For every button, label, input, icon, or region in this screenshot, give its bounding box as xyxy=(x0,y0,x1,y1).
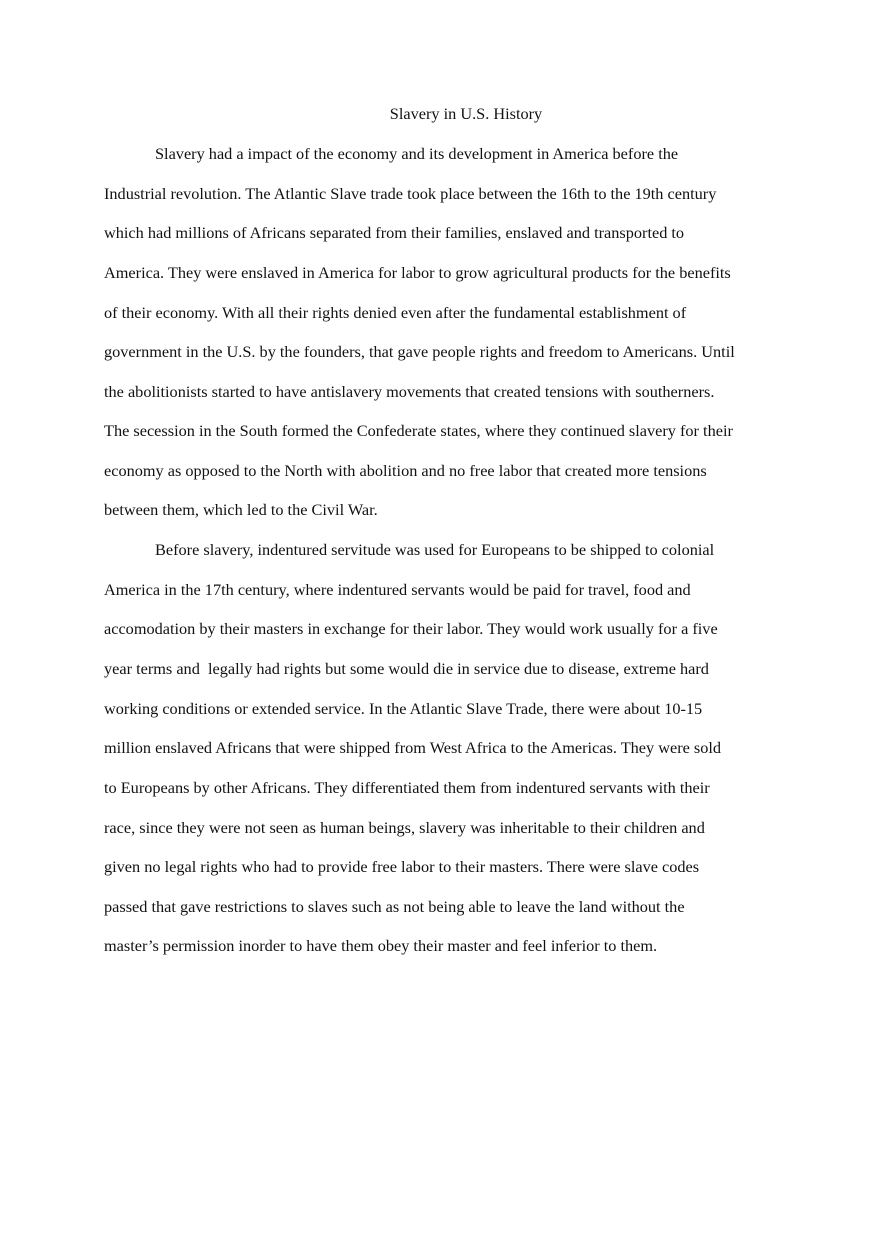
paragraph-2-line-4: year terms and legally had rights but some would die in service due to disease, extreme hard xyxy=(104,659,709,678)
paragraph-1-line-3: which had millions of Africans separated from their families, enslaved and transported to xyxy=(104,223,685,242)
paragraph-1-line-9: economy as opposed to the North with abolition and no free labor that created more tensions xyxy=(104,461,707,480)
paragraph-2-line-10: passed that gave restrictions to slaves such as not being able to leave the land without the xyxy=(104,897,685,916)
paragraph-2-line-1: Before slavery, indentured servitude was used for Europeans to be shipped to colonial xyxy=(155,540,715,559)
paragraph-2-line-2: America in the 17th century, where indentured servants would be paid for travel, food and xyxy=(104,580,691,599)
paragraph-1-line-8: The secession in the South formed the Confederate states, where they continued slavery for their xyxy=(104,421,733,440)
paragraph-1-line-4: America. They were enslaved in America for labor to grow agricultural products for the benefits xyxy=(104,263,731,282)
paragraph-1-line-6: government in the U.S. by the founders, that gave people rights and freedom to Americans. Until xyxy=(104,342,735,361)
paragraph-1-line-7: the abolitionists started to have antislavery movements that created tensions with southerners. xyxy=(104,382,715,401)
paragraph-2-line-9: given no legal rights who had to provide free labor to their masters. There were slave codes xyxy=(104,857,700,876)
paragraph-2-line-7: to Europeans by other Africans. They differentiated them from indentured servants with their xyxy=(104,778,710,797)
document-title: Slavery in U.S. History xyxy=(389,104,543,123)
paragraph-2-line-5: working conditions or extended service. In the Atlantic Slave Trade, there were about 10-15 xyxy=(104,699,703,718)
paragraph-1-line-5: of their economy. With all their rights denied even after the fundamental establishment of xyxy=(104,303,687,322)
paragraph-2-line-3: accomodation by their masters in exchange for their labor. They would work usually for a five xyxy=(104,619,718,638)
paragraph-2-line-8: race, since they were not seen as human beings, slavery was inheritable to their children and xyxy=(104,818,705,837)
paragraph-2-line-6: million enslaved Africans that were shipped from West Africa to the Americas. They were sold xyxy=(104,738,722,757)
paragraph-1-line-1: Slavery had a impact of the economy and its development in America before the xyxy=(155,144,679,163)
paragraph-2-line-11: master’s permission inorder to have them obey their master and feel inferior to them. xyxy=(104,936,658,955)
paragraph-1-line-10: between them, which led to the Civil War. xyxy=(104,500,378,519)
paragraph-1-line-2: Industrial revolution. The Atlantic Slave trade took place between the 16th to the 19th century xyxy=(104,184,717,203)
